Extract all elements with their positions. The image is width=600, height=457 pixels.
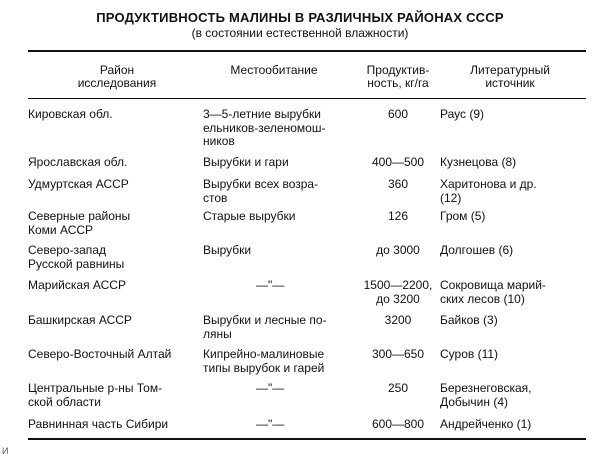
cell-habitat: Вырубки и гари [203, 155, 289, 169]
cell-region: Кировская обл. [28, 107, 113, 121]
cell-region: Ярославская обл. [28, 155, 128, 169]
cell-productivity: 3200 [384, 313, 412, 327]
table-title: ПРОДУКТИВНОСТЬ МАЛИНЫ В РАЗЛИЧНЫХ РАЙОНАХ СССР [96, 10, 504, 25]
header-rule [28, 98, 586, 99]
cell-habitat-ditto: —"— [256, 381, 285, 395]
cell-productivity: 600—800 [371, 417, 425, 431]
cell-habitat: Старые вырубки [203, 209, 296, 223]
header-productivity-text: Продуктив- ность, кг/га [366, 63, 430, 90]
corner-mark: И [2, 446, 9, 456]
cell-productivity: 1500—2200, до 3200 [363, 278, 433, 306]
cell-habitat: Вырубки и лесные по- ляны [203, 313, 327, 341]
cell-region: Равнинная часть Сибири [28, 417, 169, 431]
cell-productivity: 250 [387, 381, 409, 395]
cell-source: Андрейченко (1) [440, 417, 532, 431]
cell-habitat: Вырубки [203, 243, 252, 257]
cell-habitat-ditto: —"— [256, 278, 285, 292]
header-habitat-text: Местообитание [230, 63, 318, 77]
cell-habitat: 3—5-летние вырубки ельников-зеленомош- ников [203, 107, 326, 148]
cell-source: Раус (9) [440, 107, 485, 121]
cell-productivity: 400—500 [371, 155, 425, 169]
bottom-rule [28, 438, 586, 440]
cell-region: Башкирская АССР [28, 313, 132, 327]
table-subtitle: (в состоянии естественной влажности) [191, 26, 409, 40]
cell-region: Марийская АССР [28, 278, 126, 292]
cell-source: Сокровища марий- ских лесов (10) [440, 278, 546, 306]
cell-productivity: 300—650 [371, 347, 425, 361]
cell-source: Гром (5) [440, 209, 486, 223]
cell-productivity: до 3000 [376, 243, 420, 257]
header-habitat [216, 64, 332, 77]
cell-region: Северные районы Коми АССР [28, 209, 131, 237]
cell-productivity: 600 [387, 107, 409, 121]
top-rule [28, 50, 586, 52]
header-productivity [352, 64, 444, 90]
cell-habitat-ditto: —"— [256, 417, 285, 431]
cell-productivity: 360 [387, 177, 409, 191]
cell-source: Долгошев (6) [440, 243, 514, 257]
cell-productivity: 126 [387, 209, 409, 223]
cell-source: Байков (3) [440, 313, 498, 327]
cell-source: Березнеговская, Добычин (4) [440, 381, 532, 409]
header-source-text: Литературный источник [470, 63, 550, 90]
cell-habitat: Вырубки всех возра- стов [203, 177, 319, 205]
cell-region: Центральные р-ны Том- ской области [28, 381, 163, 409]
cell-region: Северо-запад Русской равнины [28, 243, 125, 271]
cell-source: Суров (11) [440, 347, 499, 361]
cell-region: Удмуртская АССР [28, 177, 129, 191]
header-source [450, 64, 570, 90]
cell-source: Кузнецова (8) [440, 155, 517, 169]
header-region [58, 64, 176, 90]
header-region-text: Район исследования [77, 63, 157, 90]
cell-source: Харитонова и др. (12) [440, 177, 537, 205]
cell-habitat: Кипрейно-малиновые типы вырубок и гарей [203, 347, 325, 375]
cell-region: Северо-Восточный Алтай [28, 347, 172, 361]
